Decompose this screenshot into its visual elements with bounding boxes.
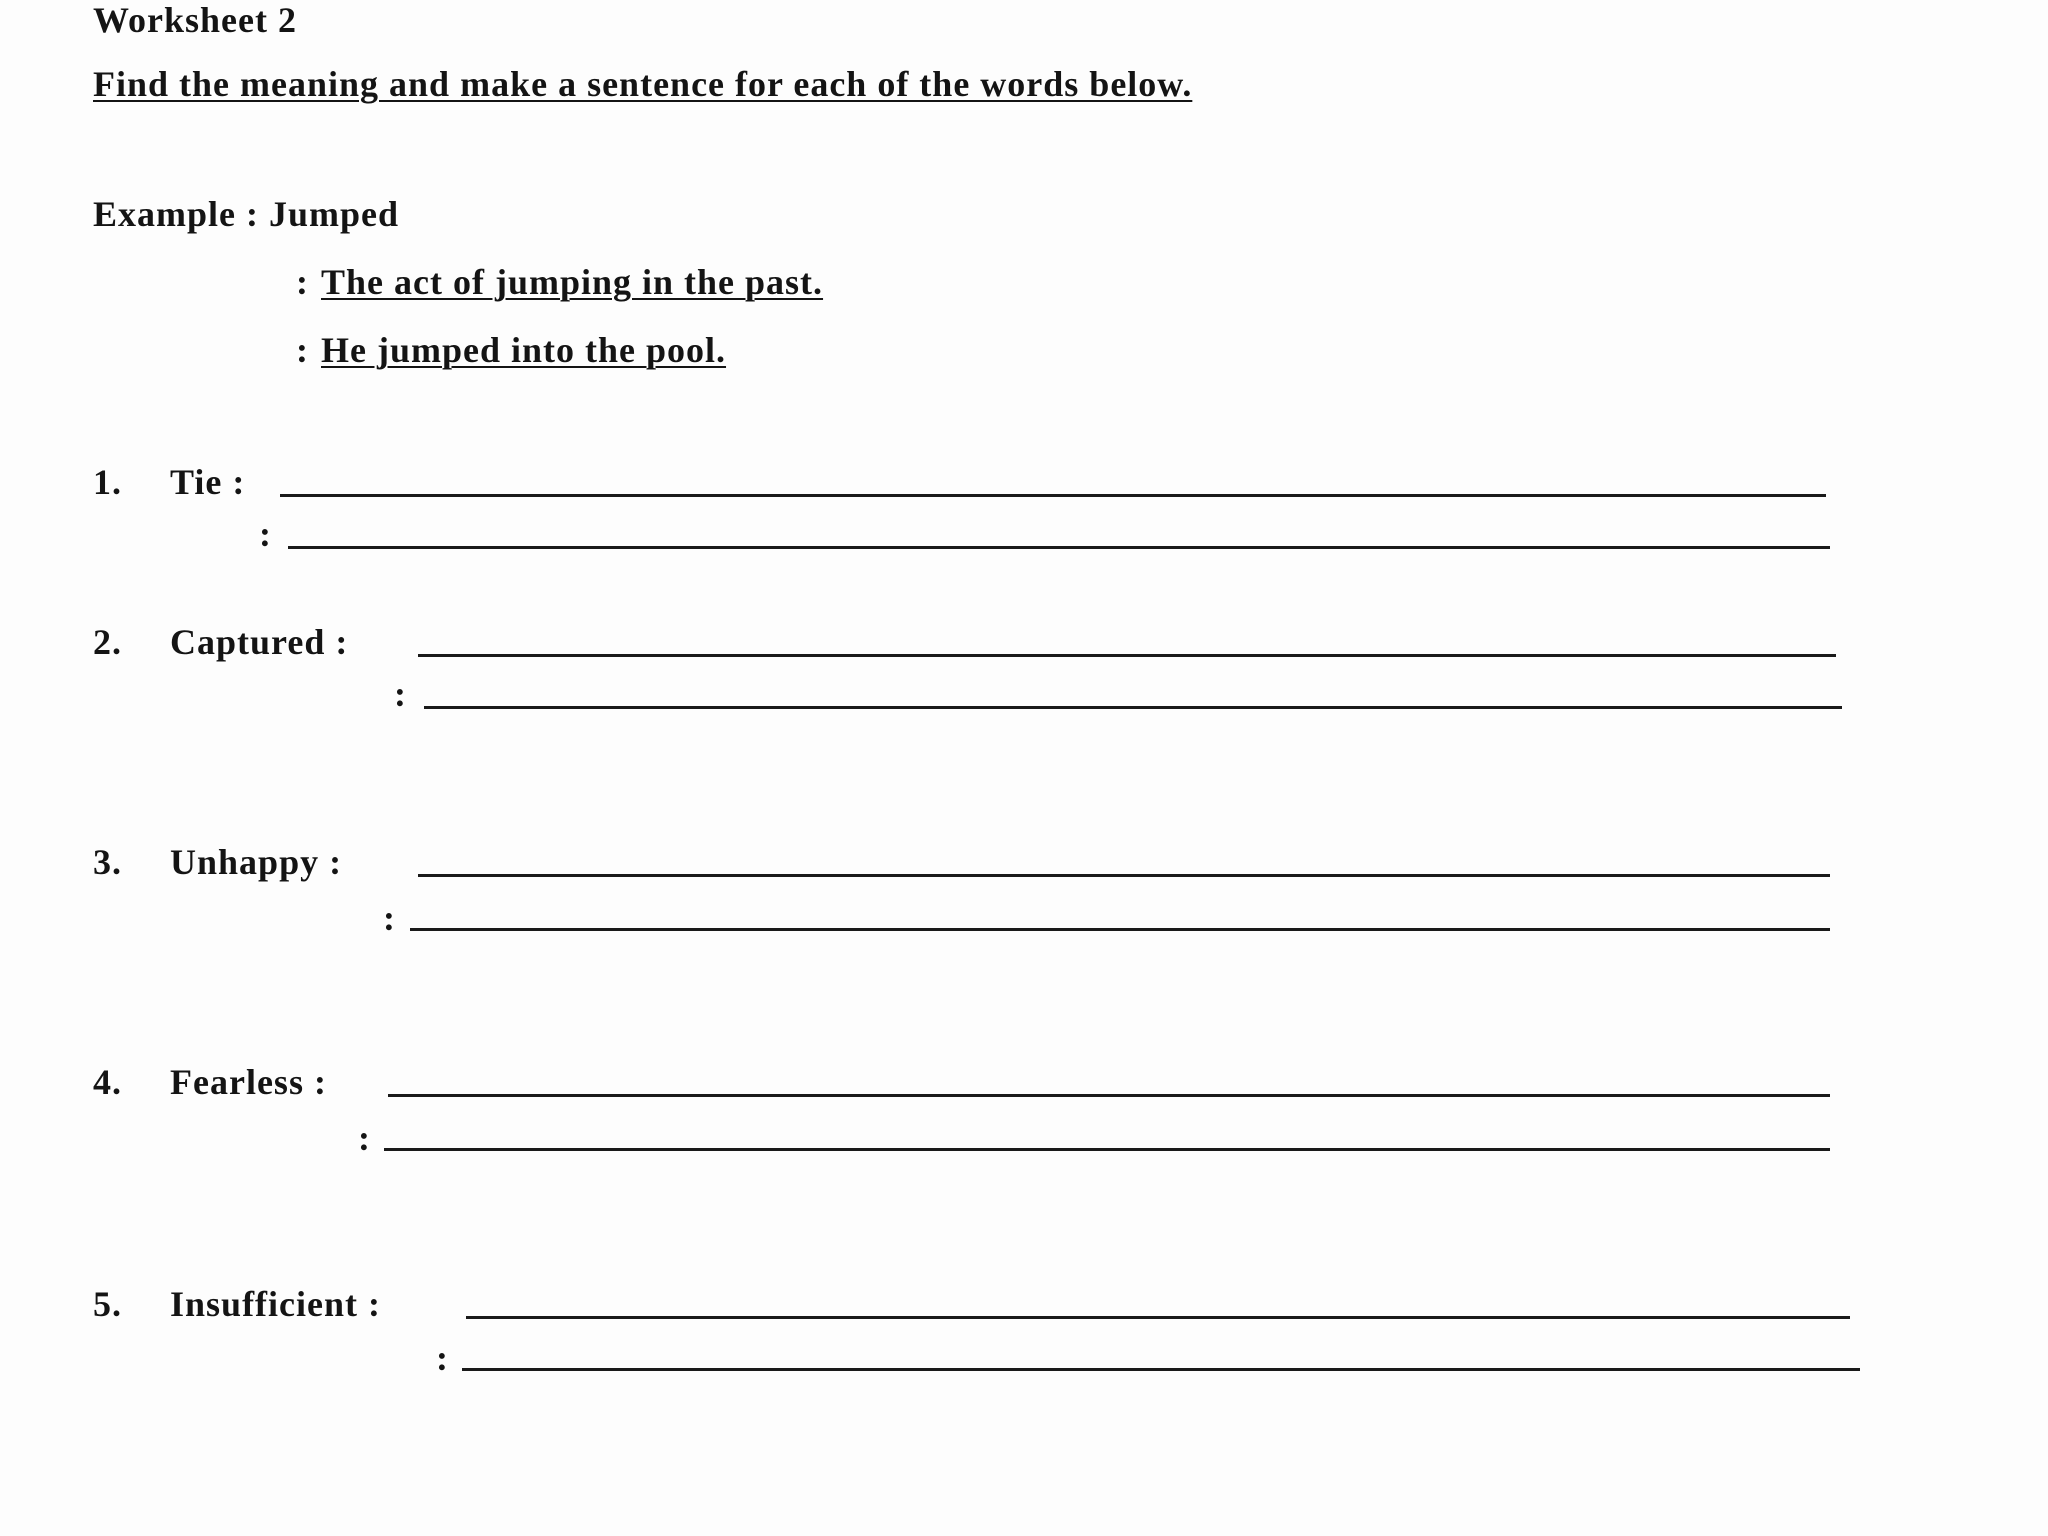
item-word: Tie : — [170, 462, 246, 502]
sentence-answer-line[interactable] — [288, 546, 1830, 549]
item-number: 3. — [93, 842, 122, 882]
sentence-separator: : — [259, 514, 271, 554]
item-word: Insufficient : — [170, 1284, 381, 1324]
example-meaning: The act of jumping in the past. — [321, 262, 824, 302]
item-word: Captured : — [170, 622, 349, 662]
item-number: 1. — [93, 462, 122, 502]
item-word: Fearless : — [170, 1062, 327, 1102]
item-word: Unhappy : — [170, 842, 343, 882]
example-sentence-separator: : — [296, 330, 308, 370]
item-number: 4. — [93, 1062, 122, 1102]
item-number: 5. — [93, 1284, 122, 1324]
item-number: 2. — [93, 622, 122, 662]
sentence-answer-line[interactable] — [384, 1148, 1830, 1151]
sentence-answer-line[interactable] — [410, 928, 1830, 931]
sentence-separator: : — [436, 1338, 448, 1378]
sentence-separator: : — [394, 674, 406, 714]
sentence-answer-line[interactable] — [424, 706, 1842, 709]
meaning-answer-line[interactable] — [388, 1094, 1830, 1097]
meaning-answer-line[interactable] — [418, 874, 1830, 877]
sentence-separator: : — [383, 898, 395, 938]
instruction-text: Find the meaning and make a sentence for each of the words below. — [93, 64, 1193, 104]
meaning-answer-line[interactable] — [418, 654, 1836, 657]
meaning-answer-line[interactable] — [466, 1316, 1850, 1319]
example-meaning-separator: : — [296, 262, 308, 302]
worksheet-title: Worksheet 2 — [93, 0, 297, 40]
meaning-answer-line[interactable] — [280, 494, 1826, 497]
sentence-answer-line[interactable] — [462, 1368, 1860, 1371]
example-label: Example : Jumped — [93, 194, 400, 234]
sentence-separator: : — [358, 1118, 370, 1158]
example-sentence: He jumped into the pool. — [321, 330, 727, 370]
